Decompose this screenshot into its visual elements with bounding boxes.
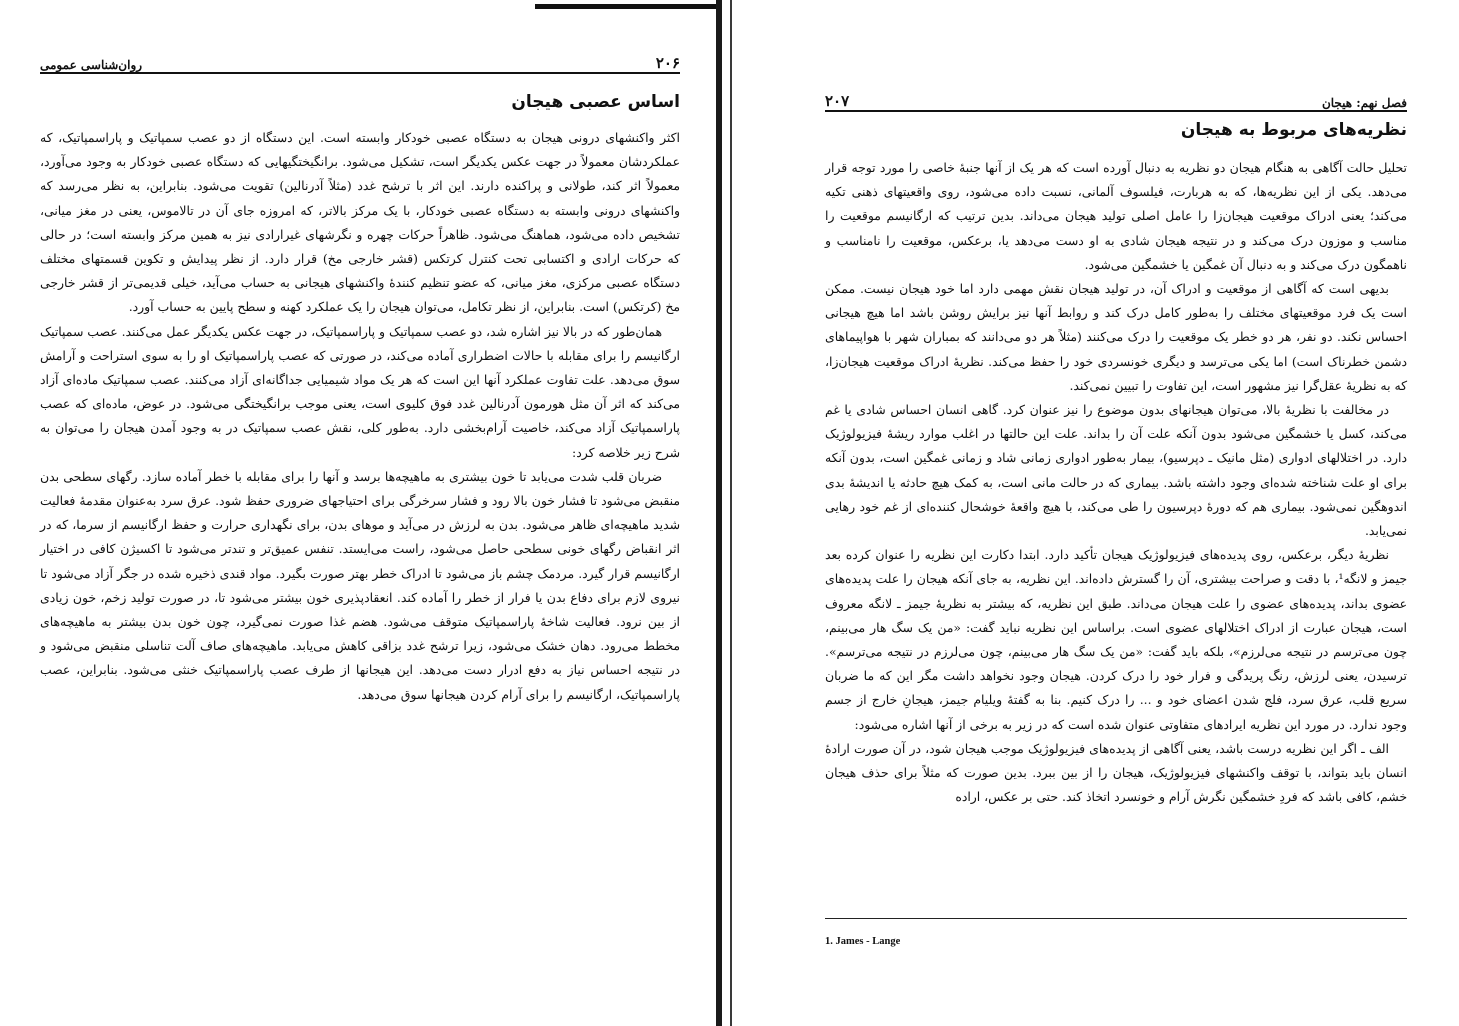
left-section-title: اساس عصبی هیجان (511, 92, 680, 112)
right-running-title: فصل نهم: هیجان (1321, 96, 1407, 110)
right-body-text (825, 156, 1407, 809)
footnote-rule (825, 918, 1407, 919)
right-paragraph-1: تحلیل حالت آگاهی به هنگام هیجان دو نظریه به دنبال آورده است که هر یک از آنها جنبهٔ خاصی را مورد توجه قرار می‌دهد. یکی از این نظریه‌ها، که به هربارت، فیلسوف آلمانی، نسبت داده می‌شود، روی واقعیتهای ذهنی تکیه می‌کند؛ یعنی ادراک موقعیت هیجان‌زا را عامل اصلی تولید هیجان می‌داند. بدین ترتیب که ارگانیسم موقعیت را مناسب و موزون درک می‌کند و در نتیجه هیجان شادی به او دست می‌دهد یا، برعکس، موقعیت را نامناسب و ناهمگون درک می‌کند و به دنبال آن غمگین یا خشمگین می‌شود. (825, 160, 1407, 272)
left-page (40, 0, 680, 1026)
left-paragraph-3: ضربان قلب شدت می‌یابد تا خون بیشتری به ماهیچه‌ها برسد و آنها را برای مقابله با خطر آماده سازد. رگهای سطحی بدن منقبض می‌شود تا فشار خون بالا رود و فشار سرخرگی برای احتیاجهای ضروری حفظ شود. عرق سرد به‌عنوان مقدمهٔ فعالیت شدید ماهیچه‌ای ظاهر می‌شود. بدن به لرزش در می‌آید و موهای بدن، برای نگهداری حرارت و حفظ ارگانیسم از سرما، که در اثر انقباض رگهای خونی سطحی حاصل می‌شود، راست می‌ایستد. تنفس عمیق‌تر و تندتر می‌شود تا اکسیژن کافی در اختیار ارگانیسم قرار گیرد. مردمک چشم باز می‌شود تا ادراک خطر بهتر صورت بگیرد. مواد قندی ذخیره شده در جگر آزاد می‌شود تا نیروی لازم برای دفاع بدن یا فرار از خطر را آماده کند. انعقادپذیری خون بیشتر می‌شود تا، در صورت تولید زخم، خون زیادی از بین نرود. فعالیت شاخهٔ پاراسمپاتیک متوقف می‌شود. هضم غذا صورت نمی‌گیرد، چون خون بدن بیشتر به ماهیچه‌های مخطط می‌رود. دهان خشک می‌شود، زیرا ترشح غدد بزاقی کاهش می‌یابد. ماهیچه‌های صاف آلت تناسلی منقبض می‌شود و در نتیجه احساس نیاز به دفع ادرار دست می‌دهد. این هیجانها از طرف عصب پاراسمپاتیک خنثی می‌شود. بنابراین، عصب پاراسمپاتیک، ارگانیسم را برای آرام کردن هیجانها سوق می‌دهد. (40, 468, 680, 702)
right-paragraph-2: بدیهی است که آگاهی از موقعیت و ادراک آن، در تولید هیجان نقش مهمی دارد اما خود هیجان نیست. ممکن است یک فرد موقعیتهای مختلف را به‌طور کامل درک کند و روابط آنها نیز برایش روشن باشد اما هیچ هیجانی احساس نکند. دو نفر، هر دو خطر یک موقعیت را درک می‌کنند (مثلاً هر دو می‌دانند که بمباران شهر با هواپیماهای دشمن خطرناک است) اما یکی می‌ترسد و دیگری خونسردی خود را حفظ می‌کند. نظریهٔ ادراک موقعیت هیجان‌زا، که به نظریهٔ عقل‌گرا نیز مشهور است، این تفاوت را تبیین نمی‌کند. (825, 281, 1407, 393)
left-paragraph-2: همان‌طور که در بالا نیز اشاره شد، دو عصب سمپاتیک و پاراسمپاتیک، در جهت عکس یکدیگر عمل می‌کنند. عصب سمپاتیک ارگانیسم را برای مقابله با حالات اضطراری آماده می‌کند، در صورتی که عصب پاراسمپاتیک او را به سوی استراحت و آرامش سوق می‌دهد. علت تفاوت عملکرد آنها این است که هر یک مواد شیمیایی جداگانه‌ای آزاد می‌کنند. عصب سمپاتیک ماده‌ای آزاد می‌کند که اثر آن مثل هورمون آدرنالین غدد فوق کلیوی است، یعنی موجب برانگیختگی می‌شود. در عوض، ماده‌ای که عصب پاراسمپاتیک آزاد می‌کند، خاصیت آرام‌بخشی دارد. به‌طور کلی، نقش عصب سمپاتیک در به وجود آمدن هیجان را می‌توان به شرح زیر خلاصه کرد: (40, 323, 680, 460)
right-paragraph-4: نظریهٔ دیگر، برعکس، روی پدیده‌های فیزیولوژیک هیجان تأکید دارد. ابتدا دکارت این نظریه را عنوان کرده بعد جیمز و لانگه¹، با دقت و صراحت بیشتری، آن را گسترش داده‌اند. این نظریه، به جای آنکه هیجان را علت پدیده‌های عضوی بداند، پدیده‌های عضوی را علت هیجان می‌داند. طبق این نظریه، که بیشتر به نظریهٔ جیمز ـ لانگه معروف است، هیجان عبارت از ادراک اختلالهای عضوی است. براساس این نظریه نباید گفت: «من یک سگ هار می‌بینم، چون می‌ترسم در نتیجه می‌لرزم»، بلکه باید گفت: «من یک سگ هار می‌بینم، چون می‌لرزم در نتیجه می‌ترسم». ترسیدن، یعنی لرزش، رنگ پریدگی و فرار خود را درک کردن. هیجان وجود نخواهد داشت مگر این که ما ضربان سریع قلب، عرق سرد، فلج شدن اعضای خود و ... را درک کنیم. بنا به گفتهٔ ویلیام جیمز، هیجانِ خارج از جسم وجود ندارد. در مورد این نظریه ایرادهای متفاوتی عنوان شده است که در زیر به برخی از آنها اشاره می‌شود: (825, 547, 1407, 732)
right-page (825, 0, 1407, 1026)
right-running-head (825, 86, 1407, 112)
left-running-title: روان‌شناسی عمومی (40, 58, 143, 72)
right-paragraph-3: در مخالفت با نظریهٔ بالا، می‌توان هیجانهای بدون موضوع را نیز عنوان کرد. گاهی انسان احساس شادی یا غم می‌کند، کسل یا خشمگین می‌شود بدون آنکه علت آن را بداند. علت این حالتها در اغلب موارد ریشهٔ فیزیولوژیک دارد. در اختلالهای ادواری (مثل مانیک ـ دپرسیو)، بیمار به‌طور ادواری زمانی شاد و زمانی غمگین است، بدون آنکه برای او علت شناخته شده‌ای وجود داشته باشد. بیماری که در حالت مانی است، به کمک هیچ حادثه یا اندیشهٔ بدی اندوهگین نمی‌شود. بیماری هم که دورهٔ دپرسیون را طی می‌کند، با هیچ واقعهٔ خوشحال کننده‌ای از غم خود رهایی نمی‌یابد. (825, 402, 1407, 539)
right-paragraph-5: الف ـ اگر این نظریه درست باشد، یعنی آگاهی از پدیده‌های فیزیولوژیک موجب هیجان شود، در آن صورت ارادهٔ انسان باید بتواند، با توقف واکنشهای فیزیولوژیک، هیجان را از بین ببرد. بدین صورت که مثلاً برای حذف هیجان خشم، کافی باشد که فردِ خشمگین نگرش آرام و خونسرد اتخاذ کند. حتی بر عکس، اراده (825, 740, 1407, 805)
right-page-number: ۲۰۷ (825, 92, 850, 110)
left-running-head (40, 50, 680, 74)
page-gutter-right (730, 0, 732, 1026)
left-page-number: ۲۰۶ (655, 54, 680, 72)
right-section-title: نظریه‌های مربوط به هیجان (1180, 120, 1407, 140)
left-paragraph-1: اکثر واکنشهای درونی هیجان به دستگاه عصبی خودکار وابسته است. این دستگاه از دو عصب سمپاتیک و پاراسمپاتیک، که عملکردشان معمولاً در جهت عکس یکدیگر است، تشکیل می‌شود. برانگیختگیهایی که دستگاه عصبی خودکار به وجود می‌آورد، معمولاً اثر کند، طولانی و پراکنده دارند. این اثر با ترشح غدد (مثلاً آدرنالین) تقویت می‌شود. بنابراین، به نظر می‌رسد که واکنشهای درونی وابسته به دستگاه عصبی خودکار، با یک مرکز بالاتر، که امروزه جای آن در تالاموس، یعنی در مغز میانی، تشخیص داده می‌شود، هماهنگ می‌شود. ظاهراً حرکات چهره و نگرشهای غیرارادی نیز به همین مرکز وابسته است؛ در حالی که حرکات ارادی و اکتسابی تحت کنترل کرتکس (قشر خارجی مخ) قرار دارد. از نظر پیدایش و تکوین قسمتهای مختلف دستگاه عصبی مرکزی، مغز میانی، که عضو تنظیم کنندهٔ واکنشهای هیجانی به حساب می‌آید، خیلی قدیمی‌تر از قشر خارجی مخ (کرتکس) است. بنابراین، از نظر تکامل، می‌توان هیجان را یک عملکرد کهنه و سطح پایین به حساب آورد. (40, 130, 680, 315)
footnote: 1. James - Lange (825, 936, 901, 947)
page-gutter-left (716, 0, 722, 1026)
left-body-text (40, 126, 680, 707)
